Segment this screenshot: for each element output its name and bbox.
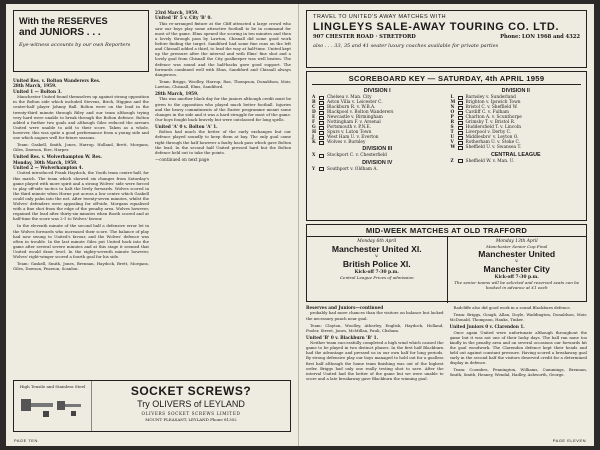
report-heading: United Res. v. Wolverhampton W. Res. xyxy=(13,154,102,160)
scoreboard-left xyxy=(312,87,443,172)
reserves-subtitle: Eye-witness accounts by our own Reporters xyxy=(19,42,131,48)
score-box xyxy=(319,101,324,105)
scoreboard-letter: L xyxy=(450,95,454,100)
division-2-rows xyxy=(451,95,582,151)
score-box xyxy=(319,167,324,171)
travel-address: 907 CHESTER ROAD · STRETFORD xyxy=(313,34,416,40)
score-box xyxy=(458,111,463,115)
left-column-1 xyxy=(13,10,149,432)
scoreboard-letter: G xyxy=(312,125,316,131)
score-box xyxy=(319,121,324,125)
report-heading: United Juniors 0 v. Clarendon 1. xyxy=(449,324,525,330)
right-columns xyxy=(306,305,587,383)
report-paragraph: Team: Gaskell, Smith, Jones, Harrop, Holland, Brett, Morgans, Giles, Dawson, Eire, Harper. xyxy=(13,142,149,153)
scoreboard-row xyxy=(312,167,443,172)
score-box xyxy=(319,136,324,140)
score-box xyxy=(319,116,324,120)
screws-address: MOUNT PLEASANT, LEYLAND Phone 81302 xyxy=(145,417,237,422)
division-2-heading: DIVISION II xyxy=(501,88,530,94)
report-heading: United 'B' 5 v. City 'B' 0. xyxy=(155,15,212,21)
score-box xyxy=(458,159,463,163)
division-1-rows xyxy=(312,95,443,145)
score-box xyxy=(319,131,324,135)
fixture-name: Sheffield U. v. Swansea T. xyxy=(465,145,522,151)
report-paragraph: Once again United were unfortunate although throughout the game but it was not one of their lucky days. The ball ran none too kindly in the penalty area and on several occasions our forwards hit the goal woodwork. The Clarendon defence kept their heads and held out against constant pressure. Having scored a breakaway goal early in the second half the visitors deserved credit for a determined display in defence. xyxy=(449,329,587,366)
division-4-heading: DIVISION IV xyxy=(362,159,393,166)
match-1-home: Manchester United XI. xyxy=(331,244,422,254)
score-box xyxy=(319,106,324,110)
right-col2-articles xyxy=(450,305,588,378)
central-league-heading: CENTRAL LEAGUE xyxy=(490,151,541,158)
scoreboard-letter: P xyxy=(450,115,454,121)
division-4-rows xyxy=(312,167,443,172)
fixture-name: Barnsley v. Sunderland xyxy=(465,95,516,100)
scoreboard-letter: Z xyxy=(450,158,454,164)
report-paragraph: Team: Briggs, Woolley, Harrop, Rae, Thompson, Donaldson, Moir, Lawton, Chisnall, Elms, Sandiford. xyxy=(155,78,291,89)
scoreboard-letter: R xyxy=(450,120,455,126)
scoreboard-letter: O xyxy=(450,110,455,116)
report-heading: 28th March, 1959. xyxy=(13,83,57,89)
screws-tagline: Try OLIVERS of LEYLAND xyxy=(137,399,245,409)
scoreboard-right xyxy=(451,87,582,172)
report-heading: Monday, 30th March, 1959. xyxy=(13,159,78,165)
report-heading: 28th March, 1959. xyxy=(155,91,199,97)
left-col2-articles xyxy=(155,10,291,162)
score-box xyxy=(458,146,463,150)
report-heading: Reserves and Juniors—continued xyxy=(306,305,384,310)
scoreboard-letter: T xyxy=(450,130,454,136)
fixture-name: Nottingham F. v. Arsenal xyxy=(327,120,381,126)
screws-company: OLIVERS SOCKET SCREWS LIMITED xyxy=(141,411,241,416)
midweek-columns xyxy=(307,237,586,303)
screws-picture xyxy=(14,381,92,431)
fixture-name: Grimsby T. v. Bristol R. xyxy=(465,120,516,126)
scoreboard-row xyxy=(451,145,582,150)
travel-phone: Phone: LON 1968 and 4322 xyxy=(500,34,580,40)
score-box xyxy=(458,116,463,120)
scoreboard-letter: U xyxy=(450,135,455,141)
fixture-name: Bristol C. v. Sheffield W. xyxy=(465,105,518,111)
report-heading: 23rd March, 1959. xyxy=(155,10,199,15)
scoreboard-letter: W xyxy=(450,145,456,151)
scoreboard-letter: V xyxy=(450,140,454,146)
score-box xyxy=(458,96,463,100)
scoreboard-columns xyxy=(312,87,581,172)
report-heading: United Res. v. Bolton Wanderers Res. xyxy=(13,78,101,83)
scoreboard-letter: K xyxy=(312,140,316,146)
travel-advert xyxy=(306,10,587,68)
midweek-match-1 xyxy=(307,237,447,303)
programme-spread xyxy=(6,4,594,446)
report-heading: —continued on next page xyxy=(155,156,210,162)
scoreboard-letter: H xyxy=(312,130,317,136)
socket-screw-icon xyxy=(17,389,87,419)
fixture-name: Stockport C. v. Chesterfield xyxy=(327,153,387,159)
right-column-1 xyxy=(306,305,444,383)
score-box xyxy=(458,101,463,105)
score-box xyxy=(458,136,463,140)
fixture-name: Southport v. Oldham A. xyxy=(327,166,378,172)
score-box xyxy=(458,126,463,130)
fixture-name: Spurs v. Luton Town xyxy=(327,130,372,136)
score-box xyxy=(458,131,463,135)
scoreboard-title: SCOREBOARD KEY — SATURDAY, 4th APRIL 1959 xyxy=(312,74,581,85)
fixture-name: Chelsea v. Man. City xyxy=(327,95,372,100)
report-heading: United 1 — Bolton 3. xyxy=(13,88,62,94)
report-paragraph: This was another black day for the juniors although credit must be given to the opposition who played much better football. Injuries and the heavy commitments of the Easter programme meant some changes in the side and it was a hard struggle for most of the game. Our boys fought back bravely but were outclassed for long spells. xyxy=(155,96,291,122)
score-box xyxy=(458,141,463,145)
midweek-title: MID-WEEK MATCHES AT OLD TRAFFORD xyxy=(307,225,586,237)
reserves-title: With the RESERVES xyxy=(19,16,108,26)
midweek-matches xyxy=(306,224,587,302)
scoreboard-letter: F xyxy=(312,120,316,126)
report-heading: United 2 — Wolverhampton 4. xyxy=(13,165,84,171)
fixture-name: West Ham U. v. Everton xyxy=(327,135,379,141)
travel-intro: TRAVEL TO UNITED'S AWAY MATCHES WITH xyxy=(313,14,446,20)
match-2-note: The senior teams will be selected and reserved seats can be booked in advance at £1 each xyxy=(454,280,580,290)
match-2-away: Manchester City xyxy=(483,264,550,274)
socket-screws-advert xyxy=(13,380,291,432)
central-league-rows xyxy=(451,159,582,164)
fixture-name: Blackpool v. Bolton Wanderers xyxy=(327,110,394,116)
page-number-right: PAGE ELEVEN xyxy=(552,438,586,443)
score-box xyxy=(319,126,324,130)
match-2-competition: Manchester Senior Cup Final xyxy=(486,244,548,249)
fixture-name: Rotherham U. v. Stoke C. xyxy=(465,140,521,146)
scoreboard-letter: N xyxy=(450,105,455,111)
fixture-name: Portsmouth v. P.N.E. xyxy=(327,125,371,131)
report-paragraph: Radcliffe also did good work in a sound Blackburn defence. xyxy=(453,305,571,310)
scoreboard-letter: Y xyxy=(312,166,316,172)
midweek-match-2 xyxy=(447,237,587,303)
travel-address-row xyxy=(313,34,580,40)
scoreboard-row xyxy=(312,153,443,158)
scoreboard-letter: C xyxy=(312,105,316,111)
scoreboard-letter: M xyxy=(450,100,456,106)
report-paragraph: In the eleventh minute of the second half a defensive error let in the Wolves forwards who increased their score. The balance of play had now swung to United's favour, and the Wolves' defence was often in trouble. In the last minute Giles put United back into the game after several severe minutes and at this stage it seemed that United would draw level. In the eighty-seventh minute however, Wolves' right-winger scored a fourth goal for his side. xyxy=(13,223,149,259)
fixture-name: Newcastle v. Birmingham xyxy=(327,115,383,121)
report-paragraph: Bolton had much the better of the early exchanges but our defence played soundly to keep them at bay. The only goal came right through the half however a faulty back pass which gave Bolton the lead. In the second half United pressed hard but the Bolton defence held out to take the points. xyxy=(155,129,291,155)
report-heading: United 'B' 0 v. Blackburn 'B' 1. xyxy=(306,334,379,340)
division-3-rows xyxy=(312,153,443,158)
fixture-name: Aston Villa v. Leicester C. xyxy=(327,100,383,106)
fixture-name: Wolves v. Burnley xyxy=(327,140,366,146)
scoreboard-letter: X xyxy=(312,153,316,159)
match-2-date: Monday 13th April xyxy=(495,239,538,244)
match-1-away: British Police XI. xyxy=(342,259,411,269)
fixture-name: Brighton v. Ipswich Town xyxy=(465,100,521,106)
page-number-left: PAGE TEN xyxy=(14,438,38,443)
match-1-note: Central League Prices of admission xyxy=(339,275,414,280)
report-paragraph: Team: Coombes, Pennington, Williams, Cummings, Brennan, Smith, Smith, Heaney, Wendal, Hadley, Ashworth, George. xyxy=(449,367,587,378)
scoreboard-letter: S xyxy=(450,125,454,131)
travel-company: LINGLEYS SALE-AWAY TOURING CO. LTD. xyxy=(313,21,560,33)
scoreboard-row xyxy=(312,140,443,145)
scoreboard-letter: E xyxy=(312,115,316,121)
left-col1-articles xyxy=(13,78,149,271)
division-3-heading: DIVISION III xyxy=(362,146,393,153)
scoreboard-letter: J xyxy=(312,135,315,141)
match-1-date: Monday 6th April xyxy=(357,239,397,244)
report-paragraph: probably had more chances than the visitors on balance but lacked the necessary punch near goal. xyxy=(306,310,444,321)
report-paragraph: Team: Clayton, Woolley, Atherley, English, Haydock, Holland, Pooler, Street, Jones, McMillan, Pauli, Clisham. xyxy=(306,322,444,333)
report-paragraph: Neither team successfully completed a high wind which caused the game to be played in two distinct phases. In the first half Blackburn had the advantage and pressed us in our own half for long periods. By strong defensive play our boys managed to hold out for a goalless first half although the home team finishing was out of the highest order. Briggs had only one really testing shot to save. After the interval United had the better of the game but we were unable to score and a late breakaway gave Blackburn the winning goal. xyxy=(306,340,444,381)
fixture-name: Huddersfield T. v. Lincoln xyxy=(465,125,521,131)
scoreboard-key xyxy=(306,71,587,221)
division-1-heading: DIVISION I xyxy=(363,88,391,94)
match-2-home: Manchester United xyxy=(478,249,556,259)
right-column-2 xyxy=(450,305,588,383)
match-1-vs: v. xyxy=(375,254,379,259)
screws-text xyxy=(92,381,290,431)
score-box xyxy=(319,154,324,158)
report-paragraph: United introduced Frank Haydock, the Youth team centre-half, for this match. The team which showed six changes from Saturday's game played with more spirit and a strong Wolves' side were forced to play off-side tactics to halt the lively forwards. Wolves scored in the third minute when Horne put across a low centre which Gaskell could only palm into the net. After twenty-seven minutes, whilst the Wolves' defenders were appealing for off-side, Morgans equalised with a fine shot from the edge of the penalty area. Wolves however, regained the lead after thirty-six minutes when Booth scored and at half-time the score was 2-1 to Wolves' favour. xyxy=(13,170,149,222)
juniors-title: and JUNIORS . . . xyxy=(19,27,101,38)
left-columns xyxy=(13,10,291,432)
left-page xyxy=(6,4,299,446)
score-box xyxy=(458,106,463,110)
score-box xyxy=(319,141,324,145)
report-paragraph: Manchester United found themselves up against strong opposition in the Bolton side which included Stevens, Birch, Higgins and the centre-half player Johnny Ball. Bolton were on the lead in the twenty-third minute through Riley and our team although trying very hard were unable to break through the Bolton defence. Bolton added a further two goals and although Giles reduced the arrears United were unable to add to their score. Taken as a whole, however, this was quite a good performance from a young side and one which augurs well for future seasons. xyxy=(13,94,149,140)
report-heading: United 'A' 0 v. Bolton 'A' 1. xyxy=(155,123,218,129)
report-paragraph: Team: Briggs, Gough, Allan, Doyle, Waddington, Donaldson, Moir, McDonald, Thompson, Hanks, Tinker. xyxy=(449,312,587,323)
report-paragraph: Team: Gaskell, Smith, Jones, Brennan, Haydock, Brett, Morgans, Giles, Dawson, Pearson, Scanlon. xyxy=(13,261,149,272)
reserves-box xyxy=(13,10,149,72)
screws-headline: SOCKET SCREWS? xyxy=(130,384,252,398)
score-box xyxy=(458,121,463,125)
match-1-kickoff: Kick-off 7-30 p.m. xyxy=(354,270,399,275)
fixture-name: Sheffield W. v. Man. U. xyxy=(465,158,515,164)
right-col1-articles xyxy=(306,305,444,381)
match-2-kickoff: Kick-off 7-30 p.m. xyxy=(494,275,539,280)
score-box xyxy=(319,96,324,100)
travel-note: also . . . 33, 35 and 41 seater luxury coaches available for private parties xyxy=(313,43,499,49)
fixture-name: Charlton A. v. Scunthorpe xyxy=(465,115,522,121)
fixture-name: Middlesbro' v. Leyton O. xyxy=(465,135,519,141)
screws-caption: High Tensile and Stainless Steel xyxy=(19,384,86,389)
fixture-name: Blackburn R. v. W.B.A. xyxy=(327,105,376,111)
report-paragraph: This re-arranged fixture at the Cliff attracted a large crowd who saw our boys play some attractive football to be in command for most of the game. Elms opened the scoring in ten minutes and then a lovely through pass by Lawton, Chisnall did some good work before finding the target. Sandiford had some fine runs on the left and Chisnall added a third, to lead the way at half-time. United kept up the pressure after the interval and with Elms' fine shot and a lovely goal from Chisnall the City goalkeeper was well beaten. The defence was sound and the half-backs gave good support. The forwards combined well with Elms, Sandiford and Chisnall always dangerous. xyxy=(155,20,291,77)
match-2-vs: v. xyxy=(515,259,519,264)
scoreboard-letter: D xyxy=(312,110,316,116)
right-page xyxy=(299,4,594,446)
score-box xyxy=(319,111,324,115)
fixture-name: Cardiff C. v. Fulham xyxy=(465,110,509,116)
fixture-name: Liverpool v. Derby C. xyxy=(465,130,512,136)
left-column-2 xyxy=(155,10,291,432)
scoreboard-letter: A xyxy=(312,95,316,100)
scoreboard-row xyxy=(451,159,582,164)
scoreboard-letter: B xyxy=(312,100,316,106)
